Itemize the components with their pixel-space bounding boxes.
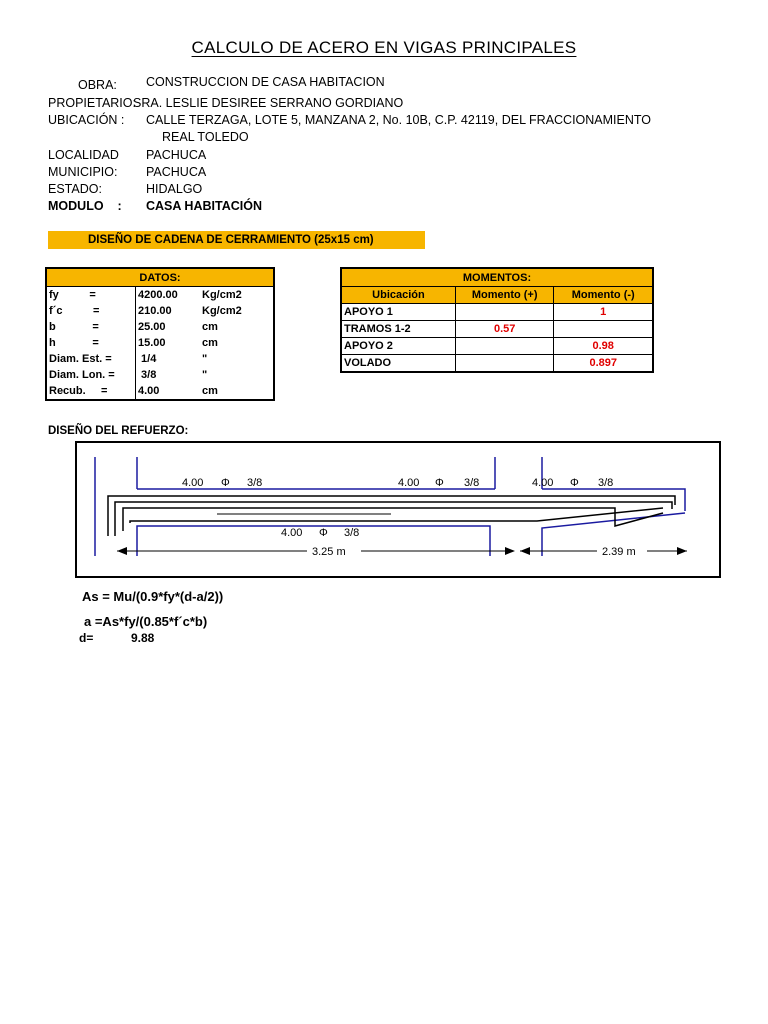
col-ubicacion: Ubicación xyxy=(341,287,455,304)
col-momento-neg: Momento (-) xyxy=(554,287,653,304)
momento-location: VOLADO xyxy=(341,355,455,373)
datos-unit: cm xyxy=(202,321,218,333)
momentos-table xyxy=(340,267,654,373)
reinforcement-diagram xyxy=(75,441,721,578)
datos-unit: Kg/cm2 xyxy=(202,289,242,301)
datos-table xyxy=(45,267,275,401)
bar-diameter: 3/8 xyxy=(464,477,480,489)
phi-symbol: Φ xyxy=(435,477,444,489)
table-row xyxy=(341,321,653,338)
ubicacion-value-line1: CALLE TERZAGA, LOTE 5, MANZANA 2, No. 10B, C.P. 42119, DEL FRACCIONAMIENTO xyxy=(146,113,652,127)
bar-qty: 4.00 xyxy=(182,477,204,489)
momento-location: APOYO 2 xyxy=(341,338,455,355)
bar-qty: 4.00 xyxy=(398,477,420,489)
datos-unit: cm xyxy=(202,385,218,397)
datos-name: Diam. Lon. = xyxy=(46,367,136,383)
formula-a: a =As*fy/(0.85*f´c*b) xyxy=(84,614,208,629)
arrow-right-icon xyxy=(505,547,515,555)
datos-header: DATOS: xyxy=(46,268,274,287)
bar-diameter: 3/8 xyxy=(247,477,263,489)
datos-name: h = xyxy=(46,335,136,351)
datos-value: 4200.00 xyxy=(138,289,178,301)
span-1-label: 3.25 m xyxy=(312,546,346,558)
bar-qty: 4.00 xyxy=(281,527,303,539)
datos-value: 210.00 xyxy=(138,305,172,317)
datos-value: 4.00 xyxy=(138,385,160,397)
refuerzo-title: DISEÑO DEL REFUERZO: xyxy=(48,425,189,437)
table-row xyxy=(46,367,274,383)
phi-symbol: Φ xyxy=(221,477,230,489)
table-row xyxy=(46,351,274,367)
datos-name: Diam. Est. = xyxy=(46,351,136,367)
datos-unit: cm xyxy=(202,337,218,349)
propietario-value: SRA. LESLIE DESIREE SERRANO GORDIANO xyxy=(133,96,404,110)
d-label: d= xyxy=(79,631,94,645)
section-title-bar xyxy=(48,231,425,249)
table-row xyxy=(46,287,274,304)
localidad-label: LOCALIDAD xyxy=(48,148,119,162)
momento-pos xyxy=(455,355,554,373)
datos-unit: " xyxy=(202,353,208,365)
top-rebar xyxy=(115,502,672,536)
modulo-value: CASA HABITACIÓN xyxy=(146,199,262,213)
ubicacion-label: UBICACIÓN : xyxy=(48,113,125,127)
obra-value: CONSTRUCCION DE CASA HABITACION xyxy=(146,75,385,89)
bar-label-top-2 xyxy=(398,477,479,489)
municipio-value: PACHUCA xyxy=(146,165,207,179)
momento-neg: 0.98 xyxy=(554,338,653,355)
datos-value: 3/8 xyxy=(138,369,157,381)
datos-value: 1/4 xyxy=(138,353,157,365)
d-value: 9.88 xyxy=(131,631,155,645)
estado-value: HIDALGO xyxy=(146,182,203,196)
momento-neg: 1 xyxy=(554,304,653,321)
bar-diameter: 3/8 xyxy=(598,477,614,489)
bottom-rebar xyxy=(130,508,663,523)
table-row xyxy=(46,319,274,335)
momento-neg xyxy=(554,321,653,338)
momento-location: APOYO 1 xyxy=(341,304,455,321)
momento-pos: 0.57 xyxy=(455,321,554,338)
top-rebar xyxy=(123,508,663,531)
momento-neg: 0.897 xyxy=(554,355,653,373)
section-title: DISEÑO DE CADENA DE CERRAMIENTO (25x15 cm) xyxy=(88,234,374,246)
table-row xyxy=(341,355,653,373)
propietario-label: PROPIETARIO: xyxy=(48,96,136,110)
table-row xyxy=(341,338,653,355)
obra-label: OBRA: xyxy=(78,78,117,92)
formula-as: As = Mu/(0.9*fy*(d-a/2)) xyxy=(82,589,224,604)
momento-pos xyxy=(455,304,554,321)
phi-symbol: Φ xyxy=(570,477,579,489)
bar-label-top-1 xyxy=(182,477,262,489)
datos-value: 15.00 xyxy=(138,337,166,349)
table-row xyxy=(341,304,653,321)
datos-name: b = xyxy=(46,319,136,335)
table-row xyxy=(46,383,274,400)
arrow-right-icon xyxy=(677,547,687,555)
bar-label-top-3 xyxy=(532,477,613,489)
localidad-value: PACHUCA xyxy=(146,148,207,162)
table-row xyxy=(46,303,274,319)
modulo-label: MODULO : xyxy=(48,199,122,213)
table-row xyxy=(46,335,274,351)
municipio-label: MUNICIPIO: xyxy=(48,165,118,179)
momentos-header: MOMENTOS: xyxy=(341,268,653,287)
phi-symbol: Φ xyxy=(319,527,328,539)
datos-unit: " xyxy=(202,369,208,381)
span-2-label: 2.39 m xyxy=(602,546,636,558)
datos-unit: Kg/cm2 xyxy=(202,305,242,317)
momento-pos xyxy=(455,338,554,355)
page-title: CALCULO DE ACERO EN VIGAS PRINCIPALES xyxy=(191,38,577,57)
datos-name: Recub. = xyxy=(46,383,136,400)
arrow-left-icon xyxy=(520,547,530,555)
datos-name: f´c = xyxy=(46,303,136,319)
datos-name: fy = xyxy=(46,287,136,304)
estado-label: ESTADO: xyxy=(48,182,102,196)
arrow-left-icon xyxy=(117,547,127,555)
col-momento-pos: Momento (+) xyxy=(455,287,554,304)
ubicacion-value-line2: REAL TOLEDO xyxy=(162,130,249,144)
bar-diameter: 3/8 xyxy=(344,527,360,539)
datos-value: 25.00 xyxy=(138,321,166,333)
bar-qty: 4.00 xyxy=(532,477,554,489)
momento-location: TRAMOS 1-2 xyxy=(341,321,455,338)
bar-label-bottom xyxy=(281,527,359,539)
